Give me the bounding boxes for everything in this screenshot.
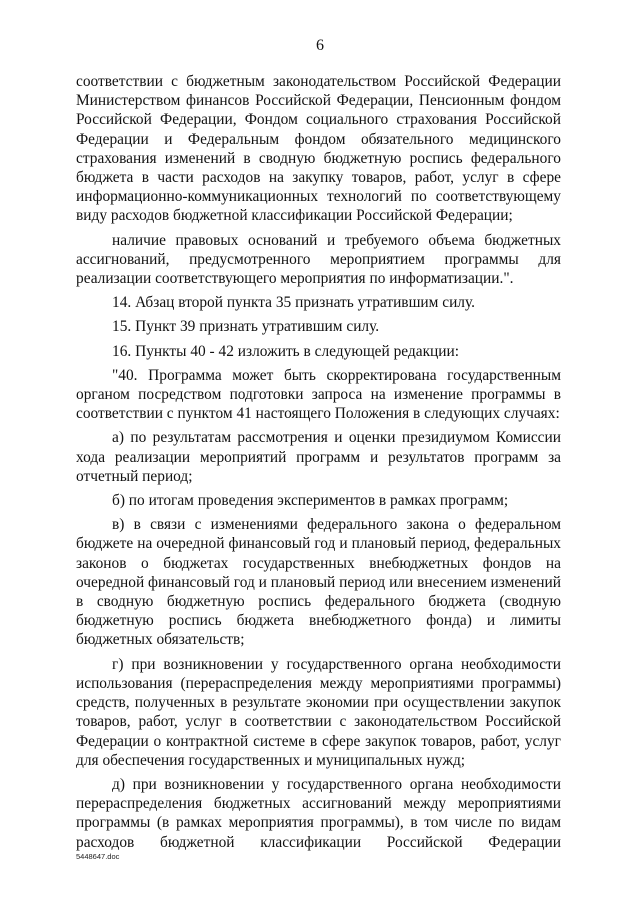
paragraph-item-40: "40. Программа может быть скорректирована государственным органом посредством подготовки запроса на изменение программы в соответствии с пунктом 41 настоящего Положения в следующих случаях:: [76, 366, 561, 423]
paragraph-subitem-v: в) в связи с изменениями федерального закона о федеральном бюджете на очередной финансовый год и плановый период, федеральных законов о бюджетах государственных внебюджетных фондов на очередной финансовый год и плановый период или внесением изменений в сводную бюджетную роспись федерального бюджета (сводную бюджетную роспись бюджета внебюджетного фонда) и лимиты бюджетных обязательств;: [76, 516, 561, 649]
paragraph-subitem-b: б) по итогам проведения экспериментов в рамках программ;: [112, 492, 509, 510]
page-number: 6: [316, 37, 324, 54]
paragraph-item-16: 16. Пункты 40 - 42 изложить в следующей редакции:: [112, 342, 460, 360]
footer-document-id: 5448647.doc: [76, 852, 120, 861]
paragraph-subitem-d: д) при возникновении у государственного органа необходимости перераспределения бюджетных ассигнований между мероприятиями программы (в рамках мероприятия программы), в том числе по видам расходов бюджетной классификации Российской Федерации: [76, 775, 561, 851]
paragraph-item-15: 15. Пункт 39 признать утратившим силу.: [112, 318, 380, 336]
paragraph-subitem-g: г) при возникновении у государственного органа необходимости использования (перераспределения между мероприятиями программы) средств, полученных в результате экономии при осуществлении закупок товаров, работ, услуг в соответствии с законодательством Российской Федерации о контрактной системе в сфере закупок товаров, работ, услуг для обеспечения государственных и муниципальных нужд;: [76, 655, 561, 769]
paragraph-subitem-a: а) по результатам рассмотрения и оценки президиумом Комиссии хода реализации мероприятий программ и результатов программ за отчетный период;: [76, 429, 561, 485]
document-body: [76, 72, 561, 852]
paragraph-legal-grounds: наличие правовых оснований и требуемого объема бюджетных ассигнований, предусмотренного мероприятием программы для реализации соответствующего мероприятия по информатизации.".: [76, 231, 561, 288]
paragraph-item-14: 14. Абзац второй пункта 35 признать утратившим силу.: [112, 294, 475, 312]
paragraph-continuation: соответствии с бюджетным законодательством Российской Федерации Министерством финансов Российской Федерации, Пенсионным фондом Российской Федерации, Фондом социального страхования Российской Федерации и Федеральным фондом обязательного медицинского страхования изменений в сводную бюджетную роспись федерального бюджета в части расходов на закупку товаров, работ, услуг в сфере информационно-коммуникационных технологий по соответствующему виду расходов бюджетной классификации Российской Федерации;: [76, 73, 561, 225]
